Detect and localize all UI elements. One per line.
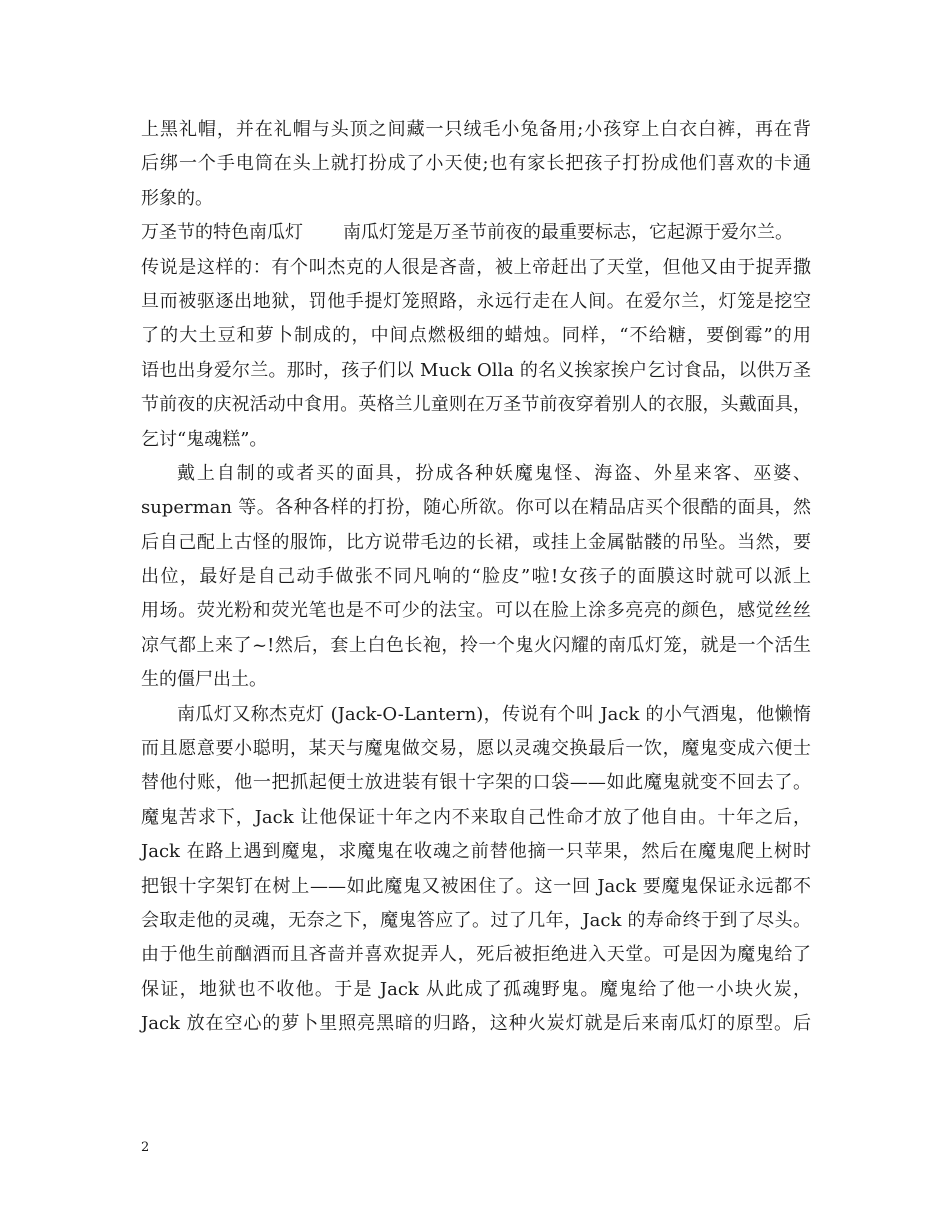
- text-line: 了的大土豆和萝卜制成的，中间点燃极细的蜡烛。同样，“不给糖，要倒霉”的用: [141, 325, 811, 347]
- page-number: 2: [141, 1140, 150, 1155]
- text-line: 而且愿意要小聪明，某天与魔鬼做交易，愿以灵魂交换最后一饮，魔鬼变成六便士: [141, 738, 811, 760]
- section-heading-line: [141, 216, 811, 250]
- text-line: Jack 在路上遇到魔鬼，求魔鬼在收魂之前替他摘一只苹果，然后在魔鬼爬上树时: [141, 841, 811, 863]
- text-line: 由于他生前酗酒而且吝啬并喜欢捉弄人，死后被拒绝进入天堂。可是因为魔鬼给了: [141, 944, 811, 966]
- text-line: Jack 放在空心的萝卜里照亮黑暗的归路，这种火炭灯就是后来南瓜灯的原型。后: [141, 1013, 811, 1035]
- section-heading: 万圣节的特色南瓜灯: [141, 222, 303, 244]
- text-line: 保证，地狱也不收他。于是 Jack 从此成了孤魂野鬼。魔鬼给了他一小块火炭，: [141, 978, 811, 1000]
- text-line: 把银十字架钉在树上——如此魔鬼又被困住了。这一回 Jack 要魔鬼保证永远都不: [141, 875, 811, 897]
- document-body: [141, 113, 811, 1042]
- text-line: 传说是这样的：有个叫杰克的人很是吝啬，被上帝赶出了天堂，但他又由于捉弄撒: [141, 256, 811, 278]
- text-line: 后自己配上古怪的服饰，比方说带毛边的长裙，或挂上金属骷髅的吊坠。当然，要: [141, 531, 811, 553]
- text-line: 南瓜灯笼是万圣节前夜的最重要标志，它起源于爱尔兰。: [343, 222, 793, 244]
- text-line: superman 等。各种各样的打扮，随心所欲。你可以在精品店买个很酷的面具，然: [141, 497, 811, 519]
- text-line: 旦而被驱逐出地狱，罚他手提灯笼照路，永远行走在人间。在爱尔兰，灯笼是挖空: [141, 290, 811, 312]
- text-line: 乞讨“鬼魂糕”。: [141, 428, 268, 450]
- paragraph-first-line: 戴上自制的或者买的面具，扮成各种妖魔鬼怪、海盗、外星来客、巫婆、: [177, 462, 811, 484]
- text-line: 语也出身爱尔兰。那时，孩子们以 Muck Olla 的名义挨家挨户乞讨食品，以供万圣: [141, 359, 811, 381]
- text-line: 用场。荧光粉和荧光笔也是不可少的法宝。可以在脸上涂多亮亮的颜色，感觉丝丝: [141, 600, 811, 622]
- text-line: 形象的。: [141, 187, 213, 209]
- text-line: 凉气都上来了~!然后，套上白色长袍，拎一个鬼火闪耀的南瓜灯笼，就是一个活生: [141, 634, 811, 656]
- text-line: 魔鬼苦求下，Jack 让他保证十年之内不来取自己性命才放了他自由。十年之后，: [141, 806, 811, 828]
- text-line: 会取走他的灵魂，无奈之下，魔鬼答应了。过了几年，Jack 的寿命终于到了尽头。: [141, 909, 811, 931]
- text-line: 替他付账，他一把抓起便士放进装有银十字架的口袋——如此魔鬼就变不回去了。: [141, 772, 811, 794]
- text-line: 出位，最好是自己动手做张不同凡响的“脸皮”啦!女孩子的面膜这时就可以派上: [141, 566, 811, 588]
- text-line: 节前夜的庆祝活动中食用。英格兰儿童则在万圣节前夜穿着别人的衣服，头戴面具，: [141, 394, 811, 416]
- text-line: 上黑礼帽，并在礼帽与头顶之间藏一只绒毛小兔备用;小孩穿上白衣白裤，再在背: [141, 119, 811, 140]
- text-line: 生的僵尸出土。: [141, 669, 267, 691]
- paragraph-first-line: 南瓜灯又称杰克灯 (Jack-O-Lantern)，传说有个叫 Jack 的小气酒鬼，他懒惰: [177, 703, 811, 725]
- text-line: 后绑一个手电筒在头上就打扮成了小天使;也有家长把孩子打扮成他们喜欢的卡通: [141, 153, 811, 175]
